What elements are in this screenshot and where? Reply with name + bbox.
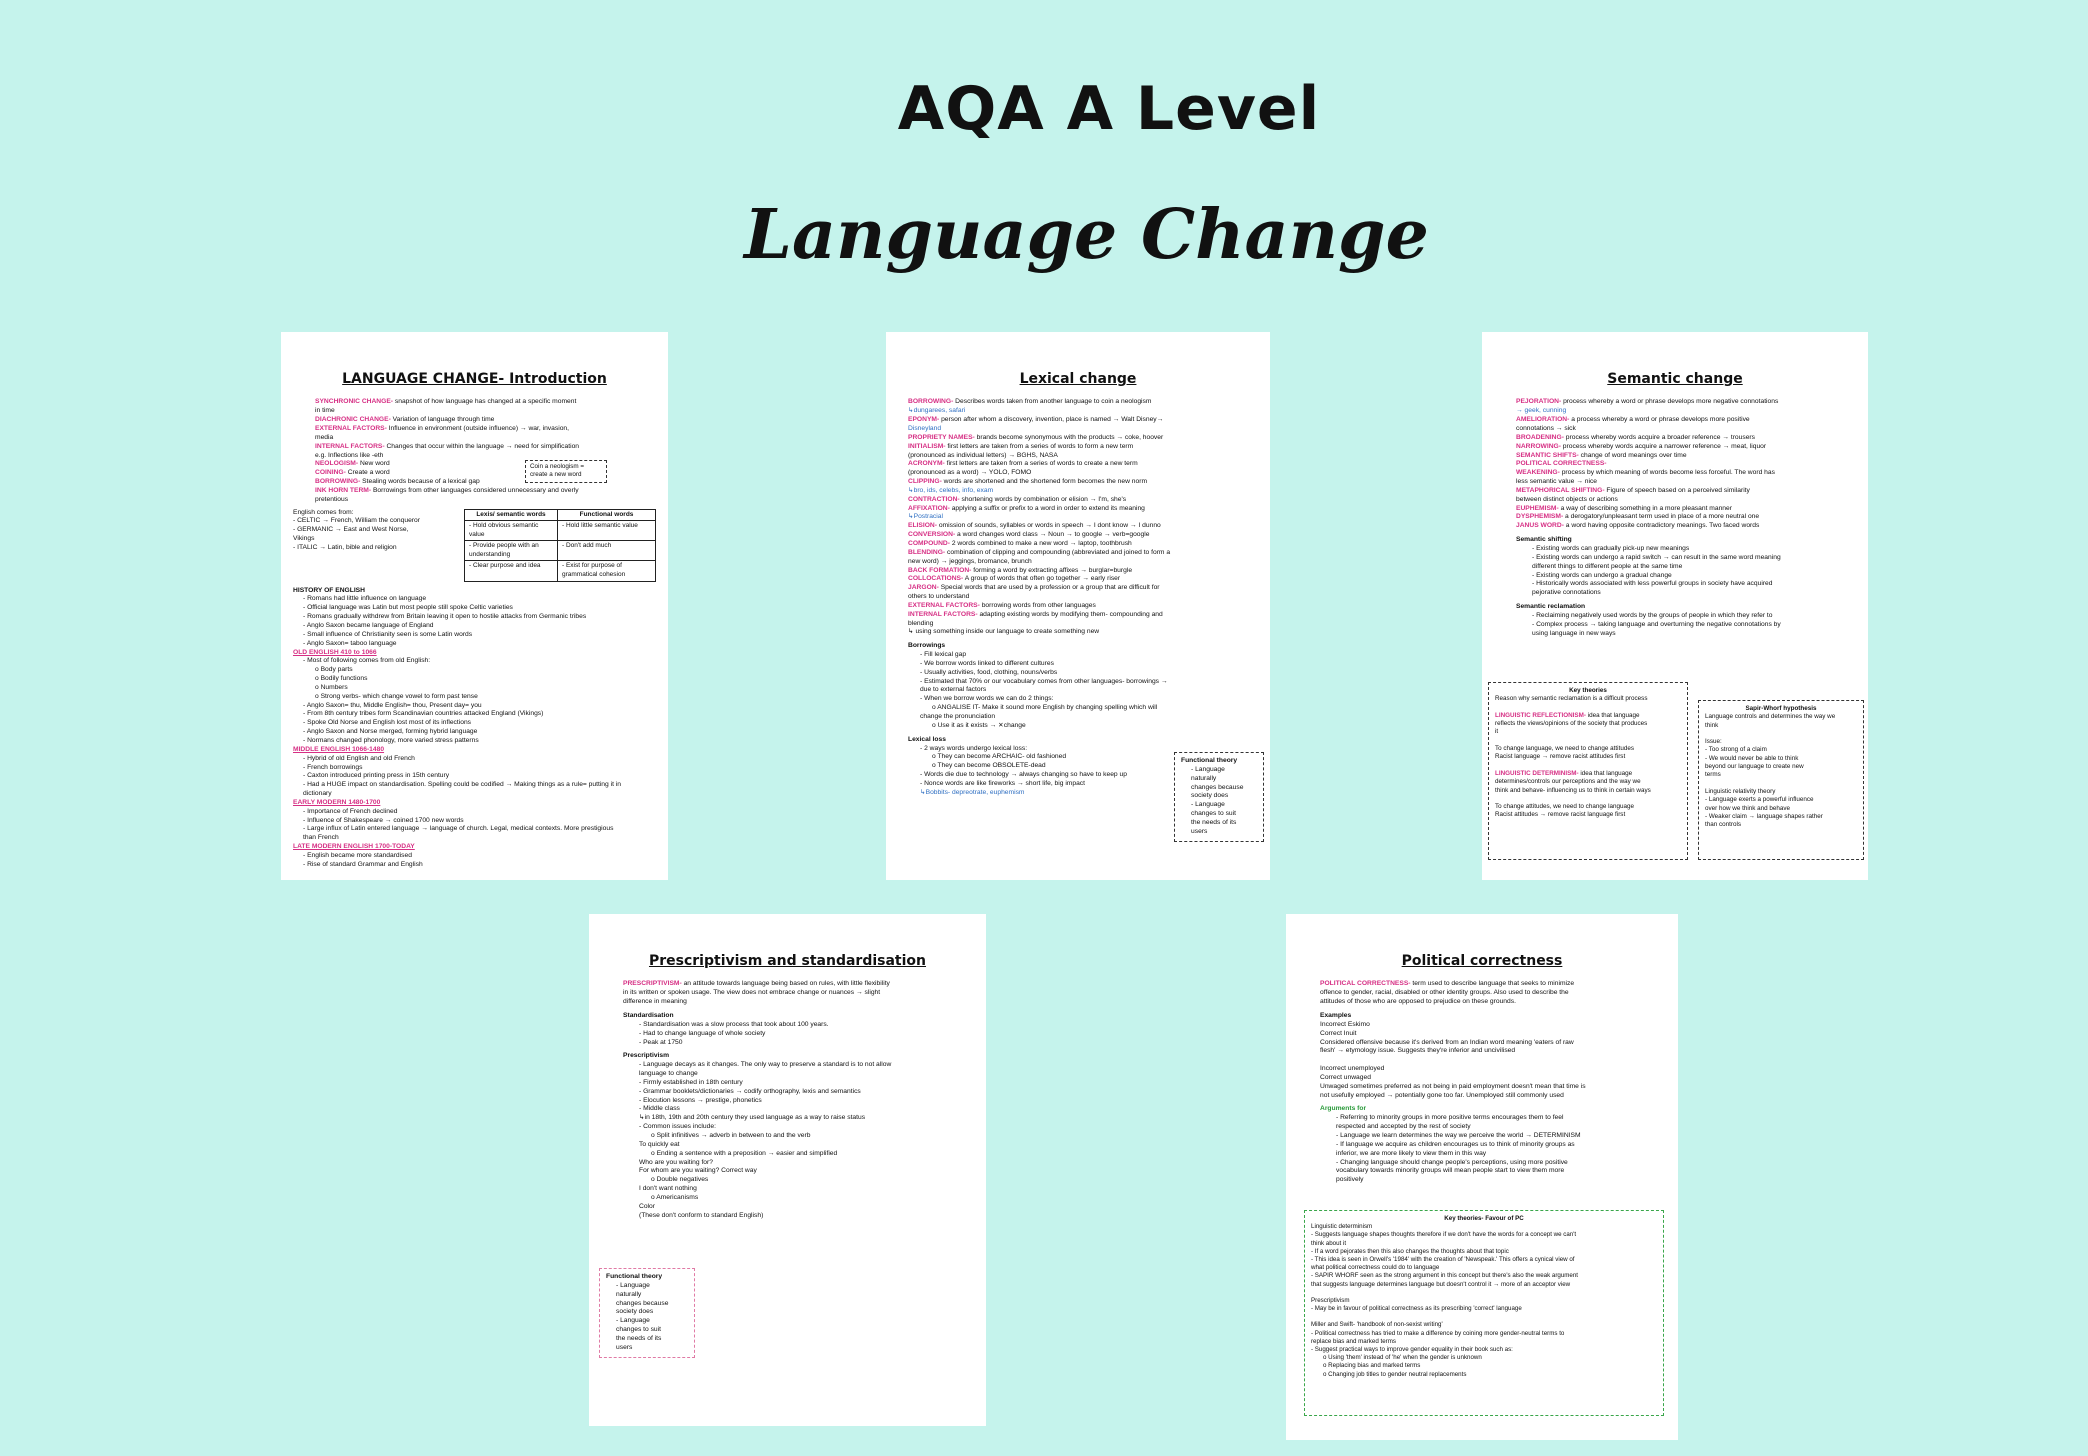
key-theories-list (1495, 695, 1681, 819)
text-line: - Suggest practical ways to improve gender equality in their book such as: (1311, 1346, 1513, 1353)
definition-line: CONVERSION- a word changes word class → Noun → to google → verb=google (908, 531, 1150, 539)
text-line: attitudes of those who are opposed to prejudice on these grounds. (1320, 998, 1516, 1006)
text-line: - Suggests language shapes thoughts therefore if we don't have the words for a concept we can't (1311, 1231, 1577, 1239)
text-line: - Fill lexical gap (920, 651, 967, 659)
text-line: - Anglo Saxon and Norse merged, forming hybrid language (303, 728, 478, 736)
definition-line: JARGON- Special words that are used by a profession or a group that are difficult for (908, 584, 1160, 592)
text-line: - Complex process → taking language and overturning the negative connotations by (1532, 620, 1781, 628)
text-line: - Peak at 1750 (639, 1038, 683, 1046)
arguments-list (1298, 1114, 1666, 1185)
text-line: terms (1705, 771, 1721, 779)
text-line: o Numbers (315, 683, 348, 691)
text-line: LINGUISTIC REFLECTIONISM- idea that language (1495, 711, 1640, 719)
text-line: PRESCRIPTIVISM- an attitude towards language being based on rules, with little flexibility (623, 980, 890, 988)
text-line: o Bodily functions (315, 675, 368, 683)
text-line: Considered offensive because it's derived from an Indian word meaning 'eaters of raw (1320, 1038, 1574, 1046)
definition-line: INITIALISM- first letters are taken from a series of words to form a new term (908, 442, 1134, 450)
lexis-table (464, 509, 656, 582)
text-line (1495, 704, 1681, 712)
text-line: - Importance of French declined (303, 807, 398, 815)
key-theories-list (1311, 1223, 1657, 1379)
table-cell: - Exist for purpose of grammatical cohesion (558, 561, 656, 581)
text-line: Incorrect Eskimo (1320, 1020, 1370, 1028)
text-line: users (616, 1343, 633, 1351)
text-line: Incorrect unemployed (1320, 1065, 1385, 1073)
text-line: that suggests language determines language but doesn't control it → more of an acceptor view (1311, 1280, 1571, 1288)
table-cell: - Don't add much (558, 541, 656, 561)
text-line: naturally (1191, 774, 1217, 782)
text-line: society does (1191, 792, 1229, 800)
page-title: Political correctness (1401, 953, 1563, 969)
text-line: To change attitudes, we need to change language (1495, 803, 1634, 811)
text-line: Prescriptivism (1311, 1296, 1350, 1304)
text-line: - SAPIR WHORF seen as the strong argument in this concept but there's also the weak argument (1311, 1272, 1579, 1280)
definition-line: connotations → sick (1516, 425, 1576, 432)
definition-line: EXTERNAL FACTORS- Influence in environment (outside influence) → war, invasion, (315, 425, 569, 432)
definition-line: DIACHRONIC CHANGE- Variation of language through time (315, 416, 495, 424)
definition-line: others to understand (908, 593, 970, 601)
text-line: over how we think and behave (1705, 804, 1791, 812)
text-line: o Double negatives (651, 1176, 709, 1184)
table-cell: - Provide people with an understanding (465, 541, 558, 561)
definition-line: media (315, 433, 334, 441)
definition-line: blending (908, 619, 934, 627)
text-line: - Caxton introduced printing press in 15th century (303, 772, 450, 780)
definition-line: BORROWING- Stealing words because of a lexical gap (315, 478, 480, 486)
box-title: Functional theory (606, 1273, 663, 1280)
text-line: the needs of its (1191, 818, 1237, 826)
text-line: difference in meaning (623, 998, 687, 1006)
page-title: Prescriptivism and standardisation (648, 953, 927, 969)
text-line: than French (303, 834, 339, 842)
text-line: think (1705, 721, 1719, 729)
text-line: users (1191, 827, 1208, 835)
box-title: Functional theory (1181, 757, 1238, 764)
definition-line: WEAKENING- process by which meaning of words become less forceful. The word has (1516, 469, 1775, 477)
definition-line: → geek, cunning (1516, 407, 1567, 415)
text-line: ↳in 18th, 19th and 20th century they used language as a way to raise status (639, 1114, 866, 1122)
text-line: dictionary (303, 790, 332, 798)
text-line: think about it (1311, 1239, 1347, 1247)
definition-line: BACK FORMATION- forming a word by extracting affixes → burglar=burgle (908, 566, 1133, 574)
definition-line: CONTRACTION- shortening words by combination or elision → I'm, she's (908, 495, 1127, 503)
text-line: Who are you waiting for? (639, 1158, 713, 1166)
key-theories-box (1488, 682, 1688, 860)
definition-line: AFFIXATION- applying a suffix or prefix to a word in order to extend its meaning (908, 504, 1145, 512)
text-line: - Existing words can gradually pick-up new meanings (1532, 544, 1690, 552)
definition-line: NEOLOGISM- New word (315, 460, 390, 468)
text-line: - CELTIC → French, William the conqueror (293, 517, 420, 525)
definition-line: e.g. Inflections like -eth (315, 451, 384, 459)
history-list (293, 595, 656, 648)
reclamation-list (1494, 612, 1856, 639)
text-line: - Language (616, 1317, 650, 1325)
text-line: it (1495, 728, 1499, 736)
definition-line: DYSPHEMISM- a derogatory/unpleasant term used in place of a more neutral one (1516, 513, 1760, 521)
section-heading: Examples (1320, 1012, 1352, 1019)
text-line: POLITICAL CORRECTNESS- term used to describe language that seeks to minimize (1320, 980, 1575, 988)
table-row (465, 561, 656, 581)
text-line: - Words die due to technology → always changing so have to keep up (920, 771, 1127, 779)
definition-line: JANUS WORD- a word having opposite contradictory meanings. Two faced words (1516, 522, 1760, 530)
std-list (601, 1021, 974, 1048)
text-line (1495, 795, 1681, 803)
text-line: o Use it as it exists → ✕change (932, 721, 1026, 729)
table-row (465, 541, 656, 561)
text-line: different things to different people at the same time (1532, 562, 1683, 570)
definitions (898, 398, 1258, 637)
page-title: Semantic change (1607, 371, 1743, 387)
section-heading: Borrowings (908, 642, 946, 650)
text-line: - 2 ways words undergo lexical loss: (920, 744, 1028, 752)
text-line: pejorative connotations (1532, 589, 1601, 597)
definitions (1494, 398, 1856, 531)
text-line: English comes from: (293, 508, 354, 516)
text-line: - Rise of standard Grammar and English (303, 860, 423, 868)
text-line: I don't want nothing (639, 1185, 697, 1193)
definition-line: ELISION- omission of sounds, syllables or words in speech → I dont know → I dunno (908, 522, 1161, 530)
text-line: - If a word pejorates then this also changes the thoughts about that topic (1311, 1247, 1509, 1255)
page-lexical-change (886, 332, 1270, 880)
table-header: Lexis/ semantic words (465, 509, 558, 521)
section-heading: Lexical loss (908, 735, 946, 743)
text-line: - Grammar booklets/dictionaries → codify orthography, lexis and semantics (639, 1087, 861, 1095)
em-list (293, 808, 656, 843)
table-cell: - Hold little semantic value (558, 521, 656, 541)
text-line: Correct unwaged (1320, 1073, 1371, 1081)
functional-theory-box (1174, 752, 1264, 842)
definition-line: in time (315, 407, 335, 415)
text-line: Miller and Swift- 'handbook of non-sexist writing' (1311, 1321, 1443, 1329)
text-line: Correct Inuit (1320, 1029, 1357, 1037)
examples-list (1298, 1021, 1666, 1101)
definition-line: ACRONYM- first letters are taken from a series of words to create a new term (908, 460, 1138, 468)
text-line: - If language we acquire as children encourages us to think of minority groups as (1336, 1140, 1575, 1148)
definition-line: PEJORATION- process whereby a word or phrase develops more negative connotations (1516, 398, 1779, 406)
text-line: Issue: (1705, 738, 1722, 746)
definition-line: less semantic value → nice (1516, 478, 1598, 486)
definition-line: BROADENING- process whereby words acquire a broader reference → trousers (1516, 433, 1755, 441)
text-line: - Spoke Old Norse and English lost most of its inflections (303, 719, 472, 727)
text-line: (These don't conform to standard English) (639, 1211, 764, 1219)
text-line: o Split infinitives → adverb in between to and the verb (651, 1131, 811, 1139)
definition-line: METAPHORICAL SHIFTING- Figure of speech based on a perceived similarity (1516, 486, 1750, 494)
definition-line: BLENDING- combination of clipping and compounding (abbreviated and joined to form a (908, 548, 1171, 556)
text-line: inferior, we are more likely to view them in this way (1336, 1149, 1487, 1157)
page-title: LANGUAGE CHANGE- Introduction (342, 371, 607, 387)
text-line: reflects the views/opinions of the society that produces (1495, 720, 1648, 728)
definitions (293, 398, 656, 504)
text-line: than controls (1705, 821, 1742, 829)
section-heading: Arguments for (1320, 1105, 1367, 1113)
text-line (1311, 1289, 1657, 1297)
text-line: - Political correctness has tried to make a difference by coining more gender-neutral terms to (1311, 1329, 1565, 1337)
text-line: flesh' → etymology issue. Suggests they're inferior and uncivilised (1320, 1047, 1516, 1055)
text-line: Color (639, 1202, 655, 1210)
text-line: change the pronunciation (920, 713, 996, 720)
text-line: - Language decays as it changes. The only way to preserve a standard is to not allow (639, 1061, 892, 1069)
section-heading: EARLY MODERN 1480-1700 (293, 798, 381, 806)
lm-list (293, 852, 656, 870)
pres-list (601, 1061, 974, 1220)
definition-line: PROPRIETY NAMES- brands become synonymous with the products → coke, hoover (908, 433, 1164, 441)
text-line: - Romans had little influence on language (303, 595, 427, 603)
text-line: LINGUISTIC DETERMINISM- idea that language (1495, 769, 1633, 777)
text-line: Reason why semantic reclamation is a difficult process (1495, 695, 1648, 703)
text-line: - Language (1191, 765, 1225, 773)
text-line: o ANGALISE IT- Make it sound more English by changing spelling which will (932, 704, 1158, 712)
text-line: Racist attitudes → remove racist language first (1495, 811, 1626, 819)
text-line: using language in new ways (1532, 629, 1616, 637)
section-heading: Standardisation (623, 1012, 674, 1019)
section-heading: Semantic reclamation (1516, 603, 1586, 611)
text-line: Language controls and determines the way we (1705, 713, 1836, 721)
text-line: Linguistic relativity theory (1705, 787, 1776, 795)
definition-line: Disneyland (908, 425, 942, 432)
text-line: - Nonce words are like fireworks → short life, big impact (920, 779, 1086, 787)
text-line: - GERMANIC → East and West Norse, (293, 526, 409, 534)
box-list (1181, 766, 1257, 837)
text-line: - This idea is seen in Orwell's '1984' with the creation of 'Newspeak.' This offers a cynical view of (1311, 1255, 1575, 1263)
page-political-correctness (1286, 914, 1678, 1440)
me-list (293, 755, 656, 799)
section-heading: Semantic shifting (1516, 536, 1572, 544)
definition-line: EPONYM- person after whom a discovery, invention, place is named → Walt Disney→ (908, 416, 1164, 424)
text-line: - Anglo Saxon became language of England (303, 622, 434, 630)
text-line: Racist language → remove racist attitudes first (1495, 753, 1626, 761)
text-line: - Existing words can undergo a rapid switch → can result in the same word meaning (1532, 553, 1781, 561)
section-heading: OLD ENGLISH 410 to 1066 (293, 648, 377, 656)
intro (1298, 980, 1666, 1007)
page-prescriptivism (589, 914, 986, 1426)
text-line: o Changing job titles to gender neutral replacements (1323, 1370, 1467, 1378)
definition-line: ↳Postracial (908, 513, 943, 521)
text-line: - Usually activities, food, clothing, nouns/verbs (920, 668, 1058, 676)
text-line: replace bias and marked terms (1311, 1337, 1396, 1345)
text-line: - Language exerts a powerful influence (1705, 796, 1814, 804)
text-line: To change language, we need to change attitudes (1495, 745, 1634, 753)
text-line: - Changing language should change people's perceptions, using more positive (1336, 1158, 1568, 1166)
text-line: - Standardisation was a slow process that took about 100 years. (639, 1020, 829, 1028)
definition-line: between distinct objects or actions (1516, 495, 1618, 503)
text-line (1311, 1313, 1657, 1321)
text-line: Unwaged sometimes preferred as not being in paid employment doesn't mean that time is (1320, 1082, 1586, 1090)
box-title: Key theories (1569, 687, 1607, 694)
text-line: To quickly eat (639, 1140, 680, 1148)
text-line: - Historically words associated with less powerful groups in society have acquired (1532, 580, 1773, 588)
text-line: think and behave- influencing us to think in certain ways (1495, 786, 1651, 794)
text-line: not usefully employed → potentially gone too far. Unemployed still commonly used (1320, 1091, 1564, 1099)
text-line (1705, 730, 1857, 738)
text-line: changes to suit (616, 1326, 661, 1334)
text-line (1705, 780, 1857, 788)
text-line: - When we borrow words we can do 2 things: (920, 695, 1054, 703)
table-cell: - Clear purpose and idea (465, 561, 558, 581)
definition-line: ↳ using something inside our language to create something new (908, 628, 1100, 636)
definition-line: (pronounced as individual letters) → BGHS, NASA (908, 451, 1058, 459)
text-line: the needs of its (616, 1334, 662, 1342)
box-title: Sapir-Whorf hypothesis (1745, 705, 1817, 712)
borrow-list (898, 651, 1258, 731)
text-line: offence to gender, racial, disabled or other identity groups. Also used to describe the (1320, 989, 1569, 997)
text-line: - Language (616, 1281, 650, 1289)
oe-list (293, 657, 656, 745)
text-line: - Large influx of Latin entered language → language of church. Legal, medical contexts. More prestigious (303, 825, 614, 833)
loss-example: ↳Bobbits- depreotrate, euphemism (920, 788, 1025, 796)
shift-list (1494, 545, 1856, 598)
text-line: Linguistic determinism (1311, 1223, 1373, 1231)
text-line: - We would never be able to think (1705, 754, 1799, 762)
section-heading: LATE MODERN ENGLISH 1700-TODAY (293, 843, 415, 851)
key-theories-box (1304, 1210, 1664, 1416)
definition-line: CLIPPING- words are shortened and the shortened form becomes the new norm (908, 478, 1148, 486)
definition-line: BORROWING- Describes words taken from another language to coin a neologism (908, 398, 1152, 406)
definition-line: EXTERNAL FACTORS- borrowing words from other languages (908, 601, 1096, 609)
text-line: - Too strong of a claim (1705, 746, 1767, 754)
page-title: Lexical change (1019, 371, 1137, 387)
definition-line: COLLOCATIONS- A group of words that often go together → early riser (908, 575, 1121, 583)
definition-line: ↳dungarees, safari (908, 407, 966, 415)
text-line: respected and accepted by the rest of society (1336, 1123, 1471, 1131)
sapir-whorf-list (1705, 713, 1857, 829)
definition-line: pretentious (315, 495, 349, 503)
definition-line: SEMANTIC SHIFTS- change of word meanings over time (1516, 451, 1687, 459)
definition-line: NARROWING- process whereby words acquire a narrower reference → meat, liquor (1516, 442, 1767, 450)
text-line: - Common issues include: (639, 1123, 716, 1131)
page-introduction (281, 332, 668, 880)
definition-line: INTERNAL FACTORS- adapting existing words by modifying them- compounding and (908, 610, 1163, 618)
text-line: o Using 'them' instead of 'he' when the gender is unknown (1323, 1354, 1482, 1362)
text-line: - Middle class (639, 1105, 680, 1113)
text-line: vocabulary towards minority groups will mean people start to view them more (1336, 1167, 1565, 1175)
text-line: positively (1336, 1176, 1364, 1184)
text-line: Vikings (293, 535, 315, 543)
section-heading: Prescriptivism (623, 1052, 670, 1060)
text-line: changes because (616, 1299, 669, 1307)
text-line (1495, 762, 1681, 770)
text-line: changes to suit (1191, 810, 1236, 818)
definition-line: SYNCHRONIC CHANGE- snapshot of how language has changed at a specific moment (315, 398, 577, 406)
text-line: - English became more standardised (303, 851, 412, 859)
text-line: - French borrowings (303, 763, 363, 771)
text-line: - May be in favour of political correctness as its prescribing 'correct' language (1311, 1305, 1522, 1313)
section-heading: HISTORY OF ENGLISH (293, 586, 365, 594)
text-line: - Most of following comes from old English: (303, 657, 431, 665)
text-line: - Official language was Latin but most people still spoke Celtic varieties (303, 604, 513, 612)
text-line: o Ending a sentence with a preposition → easier and simplified (651, 1149, 838, 1157)
text-line: in its written or spoken usage. The view does not embrace change or nuances → slight (623, 989, 881, 997)
text-line: beyond our language to create new (1705, 763, 1804, 771)
text-line: - We borrow words linked to different cultures (920, 659, 1054, 667)
text-line: - Referring to minority groups in more positive terms encourages them to feel (1336, 1114, 1564, 1122)
text-line: - Reclaiming negatively used words by the groups of people in which they refer to (1532, 611, 1773, 619)
page-semantic-change (1482, 332, 1868, 880)
loss-list (898, 745, 1148, 789)
text-line (1320, 1056, 1666, 1065)
table-header: Functional words (558, 509, 656, 521)
text-line: society does (616, 1308, 654, 1316)
text-line: - Existing words can undergo a gradual change (1532, 571, 1672, 579)
definition-line: (pronounced as a word) → YOLO, FOMO (908, 469, 1032, 477)
definition-line: INK HORN TERM- Borrowings from other languages considered unnecessary and overly (315, 486, 579, 494)
table-cell: - Hold obvious semantic value (465, 521, 558, 541)
definition-line: ↳bro, ids, celebs, info, exam (908, 486, 994, 494)
text-line: - Anglo Saxon= thu, Middle English= thou, Present day= you (303, 701, 482, 709)
text-line: - Influence of Shakespeare → coined 1700 new words (303, 816, 464, 824)
text-line: - From 8th century tribes form Scandinavian countries attacked England (Vikings) (303, 710, 544, 718)
box-title: Key theories- Favour of PC (1444, 1215, 1524, 1222)
functional-theory-box (599, 1268, 695, 1358)
definition-line: new word) → jeggings, bromance, brunch (908, 557, 1032, 565)
text-line: o They can become OBSOLETE-dead (932, 762, 1046, 770)
main-subtitle: Language Change (744, 195, 1429, 275)
text-line: due to external factors (920, 686, 987, 694)
definition-line: COMPOUND- 2 words combined to make a new word → laptop, toothbrush (908, 539, 1132, 547)
text-line: - Hybrid of old English and old French (303, 754, 415, 762)
text-line: o Replacing bias and marked terms (1323, 1362, 1421, 1370)
text-line: - Weaker claim → language shapes rather (1705, 812, 1823, 820)
text-line: what political correctness could do to language (1311, 1264, 1440, 1272)
text-line: determines/controls our perceptions and the way we (1495, 778, 1641, 786)
definition-line: COINING- Create a word (315, 469, 390, 477)
definition-line: INTERNAL FACTORS- Changes that occur within the language → need for simplification (315, 442, 580, 450)
neologism-note: Coin a neologism = create a new word (525, 460, 607, 483)
text-line: - Language we learn determines the way we perceive the world → DETERMINISM (1336, 1131, 1581, 1139)
text-line: - Small influence of Christianity seen is some Latin words (303, 630, 473, 638)
text-line: - Firmly established in 18th century (639, 1078, 743, 1086)
definition-line: AMELIORATION- a process whereby a word or phrase develops more positive (1516, 416, 1750, 424)
text-line: - Had to change language of whole society (639, 1029, 766, 1037)
text-line: language to change (639, 1070, 698, 1078)
definition-line: POLITICAL CORRECTNESS- (1516, 460, 1607, 468)
origins-list (293, 509, 458, 582)
main-title: AQA A Level (897, 74, 1321, 144)
text-line: - Estimated that 70% or our vocabulary comes from other languages- borrowings → (920, 677, 1168, 685)
text-line: o Americanisms (651, 1193, 699, 1201)
text-line: - Had a HUGE impact on standardisation. Spelling could be codified → Making things as a rule= putting it in (303, 781, 622, 789)
text-line: - Romans gradually withdrew from Britain leaving it open to hostile attacks from Germanic tribes (303, 613, 587, 621)
text-line: - Elocution lessons → prestige, phonetics (639, 1096, 762, 1104)
text-line: - Language (1191, 801, 1225, 809)
text-line: changes because (1191, 783, 1244, 791)
definition-line: EUPHEMISM- a way of describing something in a more pleasant manner (1516, 504, 1732, 512)
table-row (465, 521, 656, 541)
text-line: o They can become ARCHAIC- old fashioned (932, 753, 1067, 761)
text-line: - Normans changed phonology, more varied stress patterns (303, 736, 479, 744)
text-line: - Anglo Saxon= taboo language (303, 639, 397, 647)
text-line: - ITALIC → Latin, bible and religion (293, 543, 397, 551)
text-line: naturally (616, 1290, 642, 1298)
section-heading: MIDDLE ENGLISH 1066-1480 (293, 745, 385, 753)
text-line: o Strong verbs- which change vowel to form past tense (315, 692, 478, 700)
intro (601, 980, 974, 1007)
text-line: o Body parts (315, 666, 353, 674)
text-line (1495, 737, 1681, 745)
sapir-whorf-box (1698, 700, 1864, 860)
box-list (606, 1282, 688, 1353)
text-line: For whom are you waiting? Correct way (639, 1167, 757, 1175)
